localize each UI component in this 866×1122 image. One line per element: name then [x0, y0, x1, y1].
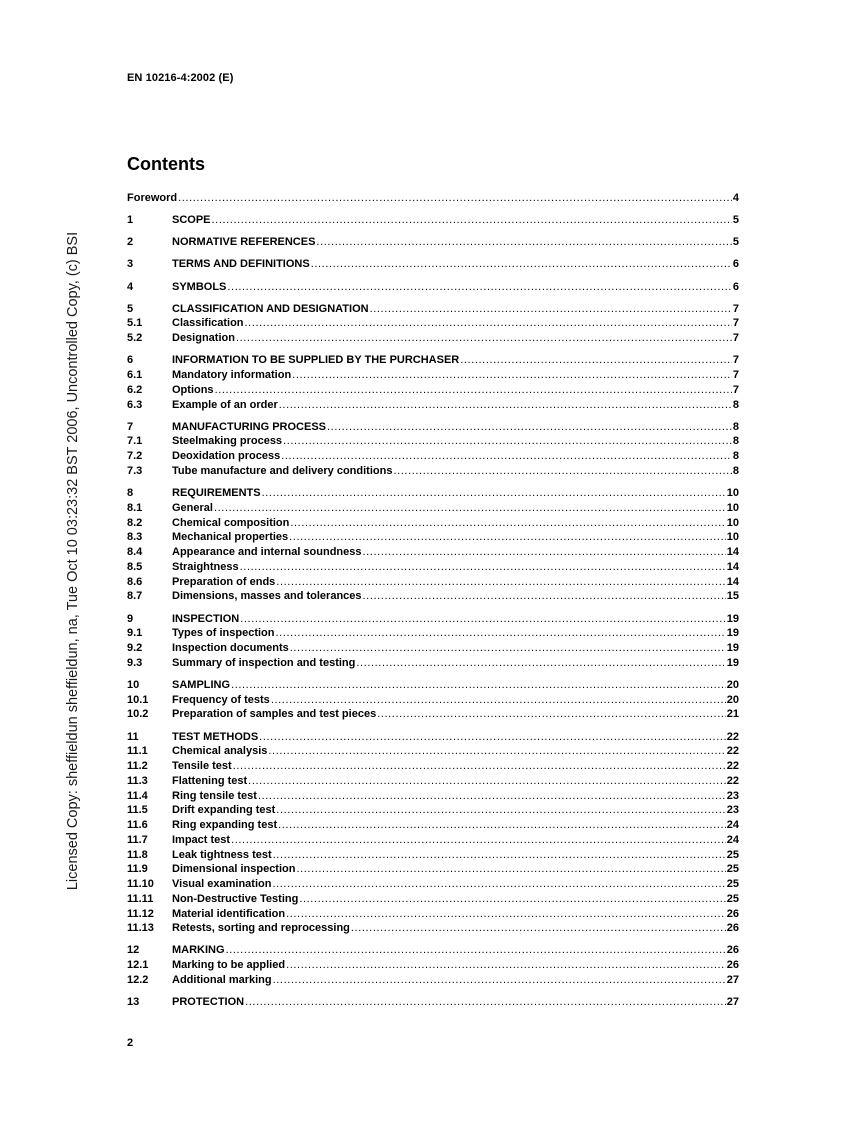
toc-dot-leader — [351, 921, 726, 936]
toc-dot-leader — [316, 235, 731, 250]
toc-entry-title: Example of an order — [172, 398, 278, 411]
toc-entry-title: Appearance and internal soundness — [172, 546, 362, 559]
toc-entry-page: 7 — [732, 302, 739, 315]
toc-entry-title: Designation — [172, 332, 235, 345]
toc-entry-page: 10 — [726, 487, 739, 500]
toc-entry-page: 10 — [726, 501, 739, 514]
toc-entry-title: INSPECTION — [172, 612, 240, 625]
toc-dot-leader — [276, 575, 725, 590]
toc-group — [127, 420, 739, 479]
toc-entry[interactable] — [127, 907, 739, 922]
toc-entry-title: Ring tensile test — [172, 789, 257, 802]
toc-dot-leader — [283, 434, 732, 449]
toc-dot-leader — [248, 774, 726, 789]
toc-entry-page: 24 — [726, 833, 739, 846]
toc-entry[interactable] — [127, 257, 739, 272]
table-of-contents — [127, 191, 739, 1017]
toc-entry-title: Straightness — [172, 560, 239, 573]
toc-entry-title: Chemical composition — [172, 516, 290, 529]
toc-entry[interactable] — [127, 759, 739, 774]
toc-entry-page: 7 — [732, 369, 739, 382]
toc-entry-page: 5 — [732, 236, 739, 249]
toc-entry[interactable] — [127, 486, 739, 501]
toc-entry-number: 12.2 — [127, 973, 149, 986]
toc-entry-number: 8.2 — [127, 516, 143, 529]
toc-entry[interactable] — [127, 789, 739, 804]
toc-entry-page: 6 — [732, 258, 739, 271]
toc-entry-page: 19 — [726, 612, 739, 625]
toc-dot-leader — [286, 958, 726, 973]
toc-entry-number: 11.10 — [127, 878, 154, 891]
toc-group — [127, 213, 739, 228]
toc-entry-number: 11.6 — [127, 819, 148, 832]
toc-entry-number: 7.1 — [127, 435, 143, 448]
toc-entry-number: 4 — [127, 280, 134, 293]
toc-entry[interactable] — [127, 626, 739, 641]
toc-entry-page: 10 — [726, 531, 739, 544]
toc-dot-leader — [281, 449, 732, 464]
toc-dot-leader — [268, 744, 725, 759]
toc-dot-leader — [290, 516, 725, 531]
toc-entry-number: 11.7 — [127, 833, 148, 846]
watermark-text: Licensed Copy: sheffieldun sheffieldun, na, Tue Oct 10 03:23:32 BST 2006, Uncontrolled Copy, (c) BSI — [65, 231, 81, 891]
toc-entry-title: SCOPE — [172, 214, 211, 227]
toc-dot-leader — [236, 331, 732, 346]
toc-entry-title: Frequency of tests — [172, 693, 270, 706]
toc-entry-title: MARKING — [172, 944, 225, 957]
toc-entry-title: SAMPLING — [172, 678, 231, 691]
toc-dot-leader — [215, 383, 732, 398]
toc-group — [127, 486, 739, 604]
toc-entry-page: 24 — [726, 819, 739, 832]
toc-entry-page: 25 — [726, 863, 739, 876]
toc-entry[interactable] — [127, 575, 739, 590]
toc-entry-number: 11.8 — [127, 848, 148, 861]
toc-entry-title: Non-Destructive Testing — [172, 892, 299, 905]
toc-entry-number: 11.13 — [127, 922, 154, 935]
toc-entry[interactable] — [127, 612, 739, 627]
toc-entry-page: 14 — [726, 575, 739, 588]
toc-entry[interactable] — [127, 958, 739, 973]
toc-group — [127, 257, 739, 272]
toc-entry-page: 6 — [732, 280, 739, 293]
toc-entry-page: 19 — [726, 656, 739, 669]
toc-entry-title: INFORMATION TO BE SUPPLIED BY THE PURCHASER — [172, 354, 460, 367]
toc-entry-page: 25 — [726, 848, 739, 861]
toc-entry-page: 7 — [732, 354, 739, 367]
toc-entry-page: 14 — [726, 546, 739, 559]
toc-sections — [127, 213, 739, 1010]
toc-group — [127, 678, 739, 722]
toc-entry-number: 8.6 — [127, 575, 143, 588]
toc-entry[interactable] — [127, 398, 739, 413]
toc-entry-title: Inspection documents — [172, 642, 289, 655]
toc-dot-leader — [240, 612, 726, 627]
toc-entry-title: Impact test — [172, 833, 231, 846]
toc-entry-title: TERMS AND DEFINITIONS — [172, 258, 310, 271]
toc-entry-number: 11.1 — [127, 745, 148, 758]
toc-entry[interactable] — [127, 707, 739, 722]
toc-dot-leader — [245, 316, 732, 331]
toc-entry-page: 10 — [726, 516, 739, 529]
toc-dot-leader — [296, 862, 725, 877]
toc-entry-number: 10.1 — [127, 693, 149, 706]
toc-entry-number: 6 — [127, 354, 134, 367]
toc-dot-leader — [178, 191, 732, 206]
toc-entry-title: MANUFACTURING PROCESS — [172, 420, 327, 433]
toc-entry-title: Types of inspection — [172, 627, 275, 640]
toc-group — [127, 302, 739, 346]
toc-dot-leader — [377, 707, 726, 722]
toc-entry[interactable] — [127, 892, 739, 907]
toc-entry-page: 7 — [732, 317, 739, 330]
toc-dot-leader — [262, 486, 726, 501]
toc-entry[interactable] — [127, 730, 739, 745]
toc-entry-number: 10.2 — [127, 708, 149, 721]
toc-entry[interactable] — [127, 280, 739, 295]
toc-entry-number: 8.7 — [127, 590, 143, 603]
toc-entry[interactable] — [127, 678, 739, 693]
toc-entry-title: REQUIREMENTS — [172, 487, 261, 500]
toc-dot-leader — [292, 368, 732, 383]
toc-entry-page: 27 — [726, 973, 739, 986]
toc-entry[interactable] — [127, 877, 739, 892]
toc-entry[interactable] — [127, 995, 739, 1010]
toc-entry-page: 19 — [726, 627, 739, 640]
toc-entry-title: Marking to be applied — [172, 959, 286, 972]
toc-entry[interactable] — [127, 803, 739, 818]
toc-entry-number: 5.2 — [127, 332, 143, 345]
toc-entry-page: 26 — [726, 907, 739, 920]
toc-entry[interactable] — [127, 302, 739, 317]
toc-dot-leader — [393, 464, 731, 479]
toc-entry[interactable] — [127, 516, 739, 531]
toc-entry-title: Flattening test — [172, 774, 248, 787]
toc-entry-title: Tensile test — [172, 760, 232, 773]
toc-entry[interactable] — [127, 530, 739, 545]
toc-entry[interactable] — [127, 774, 739, 789]
toc-entry-number: 7.3 — [127, 464, 143, 477]
toc-entry-title: Dimensions, masses and tolerances — [172, 590, 362, 603]
toc-entry[interactable] — [127, 943, 739, 958]
toc-group — [127, 730, 739, 937]
toc-dot-leader — [245, 995, 726, 1010]
toc-entry[interactable] — [127, 833, 739, 848]
toc-entry[interactable] — [127, 464, 739, 479]
toc-entry-number: 8.5 — [127, 560, 143, 573]
toc-entry-title: Leak tightness test — [172, 848, 272, 861]
toc-entry-number: 11.11 — [127, 892, 154, 905]
toc-entry-page: 8 — [732, 435, 739, 448]
toc-entry[interactable] — [127, 434, 739, 449]
toc-entry-page: 8 — [732, 450, 739, 463]
toc-group-foreword — [127, 191, 739, 206]
toc-entry-page: 25 — [726, 892, 739, 905]
toc-dot-leader — [363, 589, 726, 604]
toc-entry[interactable] — [127, 383, 739, 398]
toc-entry-number: 8 — [127, 487, 134, 500]
toc-entry-number: 9.2 — [127, 642, 143, 655]
toc-dot-leader — [273, 973, 726, 988]
toc-entry[interactable] — [127, 449, 739, 464]
page-number: 2 — [127, 1037, 134, 1049]
toc-entry-title: Retests, sorting and reprocessing — [172, 922, 350, 935]
toc-entry-page: 26 — [726, 922, 739, 935]
toc-entry-title: SYMBOLS — [172, 280, 227, 293]
toc-entry-title: Chemical analysis — [172, 745, 268, 758]
toc-entry-page: 7 — [732, 383, 739, 396]
toc-dot-leader — [289, 530, 726, 545]
toc-entry-page: 21 — [726, 708, 739, 721]
toc-entry[interactable] — [127, 316, 739, 331]
toc-entry-page: 8 — [732, 420, 739, 433]
toc-entry-title: Material identification — [172, 907, 286, 920]
toc-entry-page: 8 — [732, 398, 739, 411]
toc-dot-leader — [460, 353, 732, 368]
toc-entry-page: 22 — [726, 730, 739, 743]
toc-entry-number: 11.9 — [127, 863, 148, 876]
toc-dot-leader — [271, 693, 726, 708]
toc-entry[interactable] — [127, 973, 739, 988]
toc-entry-title: Dimensional inspection — [172, 863, 296, 876]
toc-dot-leader — [272, 877, 725, 892]
toc-entry-title: Additional marking — [172, 973, 272, 986]
toc-entry-page: 4 — [732, 192, 739, 204]
toc-group — [127, 353, 739, 412]
toc-entry[interactable] — [127, 848, 739, 863]
toc-entry-number: 8.4 — [127, 546, 143, 559]
toc-dot-leader — [286, 907, 726, 922]
toc-entry-number: 2 — [127, 236, 134, 249]
toc-entry-number: 5.1 — [127, 317, 143, 330]
toc-dot-leader — [214, 501, 726, 516]
toc-dot-leader — [227, 280, 731, 295]
toc-entry-number: 10 — [127, 678, 140, 691]
toc-group — [127, 995, 739, 1010]
toc-entry-title: General — [172, 501, 213, 514]
toc-dot-leader — [311, 257, 732, 272]
toc-entry-number: 6.1 — [127, 369, 143, 382]
toc-entry-page: 22 — [726, 760, 739, 773]
toc-entry-title: TEST METHODS — [172, 730, 259, 743]
toc-dot-leader — [258, 789, 726, 804]
toc-entry-number: 9.3 — [127, 656, 143, 669]
toc-entry-page: 19 — [726, 642, 739, 655]
toc-entry-title: Tube manufacture and delivery conditions — [172, 464, 393, 477]
toc-entry-foreword[interactable] — [127, 191, 739, 206]
toc-dot-leader — [273, 848, 726, 863]
toc-entry-title: Preparation of samples and test pieces — [172, 708, 377, 721]
toc-entry-number: 13 — [127, 996, 140, 1009]
toc-entry[interactable] — [127, 589, 739, 604]
toc-entry-number: 11.12 — [127, 907, 154, 920]
toc-entry-page: 25 — [726, 878, 739, 891]
toc-group — [127, 943, 739, 987]
toc-entry[interactable] — [127, 744, 739, 759]
toc-entry-number: 8.1 — [127, 501, 143, 514]
toc-dot-leader — [299, 892, 725, 907]
toc-entry-page: 22 — [726, 774, 739, 787]
toc-group — [127, 235, 739, 250]
toc-dot-leader — [240, 560, 726, 575]
toc-entry-page: 8 — [732, 464, 739, 477]
toc-entry-number: 8.3 — [127, 531, 143, 544]
toc-entry-title: NORMATIVE REFERENCES — [172, 236, 316, 249]
toc-entry-number: 5 — [127, 302, 134, 315]
toc-entry-number: 11.3 — [127, 774, 148, 787]
toc-entry-page: 20 — [726, 678, 739, 691]
toc-entry[interactable] — [127, 921, 739, 936]
page-title: Contents — [127, 154, 205, 174]
toc-entry-page: 15 — [726, 590, 739, 603]
toc-entry[interactable] — [127, 656, 739, 671]
toc-entry[interactable] — [127, 213, 739, 228]
toc-entry-number: 7 — [127, 420, 134, 433]
toc-entry-title: CLASSIFICATION AND DESIGNATION — [172, 302, 369, 315]
toc-entry[interactable] — [127, 353, 739, 368]
toc-entry-number: 11 — [127, 730, 139, 743]
toc-entry-page: 5 — [732, 214, 739, 227]
toc-entry-title: Steelmaking process — [172, 435, 283, 448]
toc-dot-leader — [226, 943, 726, 958]
toc-entry-number: 12 — [127, 944, 140, 957]
toc-entry[interactable] — [127, 818, 739, 833]
toc-dot-leader — [233, 759, 726, 774]
toc-entry[interactable] — [127, 693, 739, 708]
toc-dot-leader — [290, 641, 726, 656]
toc-entry-page: 20 — [726, 693, 739, 706]
toc-entry[interactable] — [127, 501, 739, 516]
toc-dot-leader — [370, 302, 732, 317]
toc-group — [127, 280, 739, 295]
toc-entry-title: Mechanical properties — [172, 531, 289, 544]
toc-entry[interactable] — [127, 862, 739, 877]
toc-dot-leader — [327, 420, 732, 435]
toc-entry-page: 14 — [726, 560, 739, 573]
toc-entry-title: Summary of inspection and testing — [172, 656, 356, 669]
toc-entry-number: 12.1 — [127, 959, 149, 972]
toc-entry-title: Ring expanding test — [172, 819, 278, 832]
document-header: EN 10216-4:2002 (E) — [127, 72, 234, 84]
toc-entry-title: Preparation of ends — [172, 575, 276, 588]
toc-entry[interactable] — [127, 641, 739, 656]
toc-dot-leader — [363, 545, 726, 560]
toc-entry-number: 9 — [127, 612, 134, 625]
toc-entry-page: 7 — [732, 332, 739, 345]
toc-entry-title: PROTECTION — [172, 996, 245, 1009]
toc-entry[interactable] — [127, 545, 739, 560]
toc-entry-title: Foreword — [127, 192, 178, 204]
toc-dot-leader — [231, 678, 726, 693]
toc-entry-number: 7.2 — [127, 450, 143, 463]
toc-entry[interactable] — [127, 368, 739, 383]
toc-entry[interactable] — [127, 560, 739, 575]
toc-entry[interactable] — [127, 331, 739, 346]
toc-entry-title: Mandatory information — [172, 369, 292, 382]
toc-entry-title: Deoxidation process — [172, 450, 281, 463]
toc-dot-leader — [259, 730, 726, 745]
toc-entry-page: 23 — [726, 789, 739, 802]
toc-dot-leader — [279, 398, 732, 413]
toc-entry-title: Drift expanding test — [172, 804, 276, 817]
toc-entry-page: 26 — [726, 959, 739, 972]
toc-dot-leader — [275, 626, 725, 641]
toc-dot-leader — [231, 833, 726, 848]
toc-entry-page: 27 — [726, 996, 739, 1009]
toc-entry-title: Visual examination — [172, 878, 272, 891]
toc-dot-leader — [278, 818, 726, 833]
toc-dot-leader — [276, 803, 725, 818]
toc-dot-leader — [212, 213, 732, 228]
toc-entry-page: 23 — [726, 804, 739, 817]
toc-entry-title: Options — [172, 383, 214, 396]
toc-dot-leader — [356, 656, 725, 671]
toc-entry-number: 11.4 — [127, 789, 148, 802]
toc-entry-number: 6.3 — [127, 398, 143, 411]
toc-entry-number: 3 — [127, 258, 134, 271]
toc-entry-page: 26 — [726, 944, 739, 957]
toc-entry-number: 6.2 — [127, 383, 143, 396]
toc-entry[interactable] — [127, 420, 739, 435]
toc-entry-number: 9.1 — [127, 627, 143, 640]
toc-entry-page: 22 — [726, 745, 739, 758]
toc-entry-number: 1 — [127, 214, 134, 227]
toc-entry-number: 11.5 — [127, 804, 148, 817]
toc-entry-title: Classification — [172, 317, 244, 330]
toc-group — [127, 612, 739, 671]
toc-entry-number: 11.2 — [127, 760, 148, 773]
toc-entry[interactable] — [127, 235, 739, 250]
